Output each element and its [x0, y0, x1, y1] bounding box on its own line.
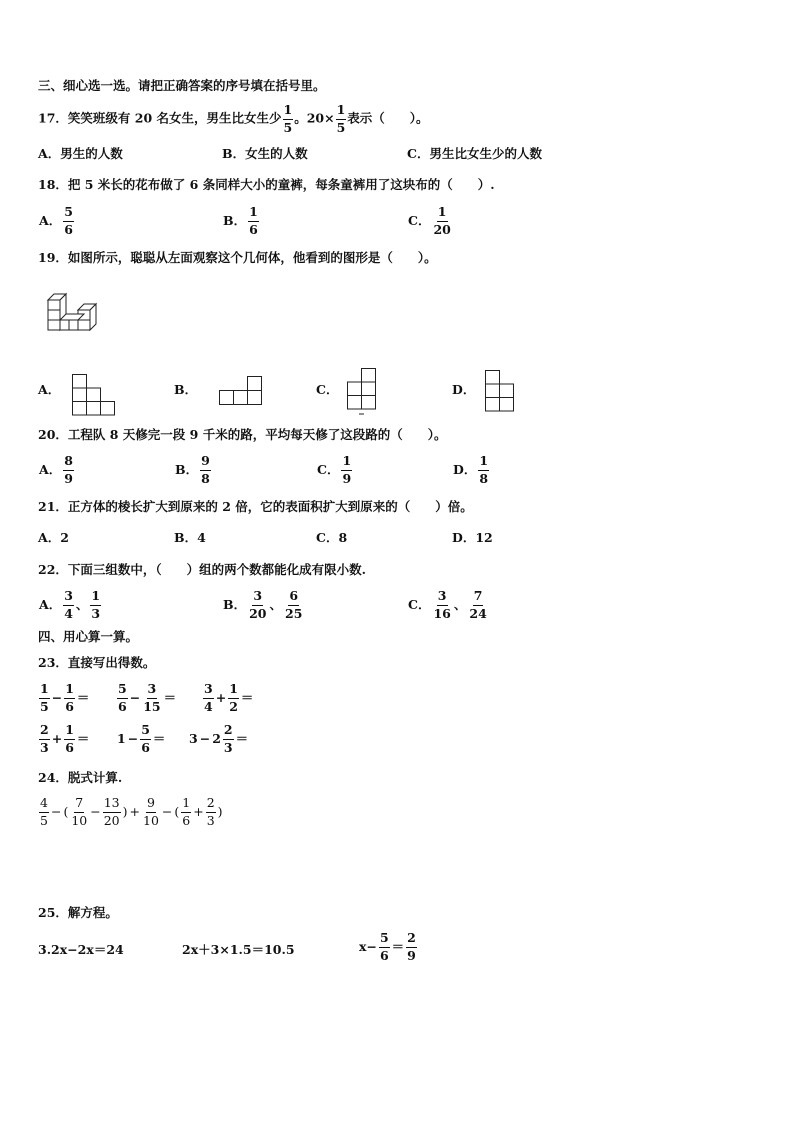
q20-option-d[interactable]: D． $\frac{1}{8}$: [453, 453, 489, 486]
q20-option-b[interactable]: B． $\frac{9}{8}$: [175, 453, 210, 486]
question-25: 25．解方程。: [38, 905, 118, 920]
q22-option-a[interactable]: A． $\frac{3}{4}$ 、 $\frac{1}{3}$: [39, 588, 101, 621]
question-20: 20．工程队 8 天修完一段 9 千米的路，平均每天修了这段路的（ ）。: [38, 427, 447, 442]
q19-option-d-label[interactable]: D．: [452, 382, 476, 397]
q20-option-a[interactable]: A． $\frac{8}{9}$: [39, 453, 73, 486]
q21-option-b[interactable]: B．4: [174, 530, 206, 545]
q23-expression-1: $\frac{1}{5}$ − $\frac{1}{6}$ ＝: [40, 681, 90, 714]
q19-option-c-label[interactable]: C．: [316, 382, 339, 397]
q19-option-c-figure[interactable]: [346, 368, 378, 416]
q24-expression: $\frac{4}{5}$ − ( $\frac{7}{10}$ − $\frac{13}{20}$ ) + $\frac{9}{10}$ − ( $\frac{1}{6}$ + $\frac{2}{3}$ ): [40, 795, 223, 828]
q22-option-b[interactable]: B． $\frac{3}{20}$ 、 $\frac{6}{25}$: [223, 588, 303, 621]
q17-fraction-a: $\frac{1}{5}$: [283, 102, 293, 135]
q17-option-a[interactable]: A．男生的人数: [38, 146, 123, 161]
q23-expression-6: 3 − 2 $\frac{2}{3}$ ＝: [189, 722, 249, 755]
q19-option-a-figure[interactable]: [72, 374, 116, 416]
question-22: 22．下面三组数中，（ ）组的两个数都能化成有限小数.: [38, 562, 366, 577]
q23-expression-4: $\frac{2}{3}$ + $\frac{1}{6}$ ＝: [40, 722, 90, 755]
q21-option-d[interactable]: D．12: [452, 530, 493, 545]
q19-option-b-figure[interactable]: [216, 376, 262, 406]
q17-option-b[interactable]: B．女生的人数: [222, 146, 308, 161]
q19-option-b-label[interactable]: B．: [174, 382, 198, 397]
question-24: 24．脱式计算.: [38, 770, 123, 785]
q21-option-a[interactable]: A．2: [38, 530, 69, 545]
q17-mid: 。20×: [294, 110, 335, 126]
q18-option-b[interactable]: B． $\frac{1}{6}$: [223, 204, 258, 237]
q20-option-c[interactable]: C． $\frac{1}{9}$: [317, 453, 352, 486]
q17-fraction-b: $\frac{1}{5}$: [336, 102, 346, 135]
q18-option-c[interactable]: C． $\frac{1}{20}$: [408, 204, 451, 237]
q23-expression-5: 1 − $\frac{5}{6}$ ＝: [117, 722, 166, 755]
q23-expression-2: $\frac{5}{6}$ − $\frac{3}{15}$ ＝: [118, 681, 177, 714]
q23-expression-3: $\frac{3}{4}$ + $\frac{1}{2}$ ＝: [204, 681, 254, 714]
question-17: [38, 104, 429, 134]
q18-option-a[interactable]: A． $\frac{5}{6}$: [39, 204, 73, 237]
q22-option-c[interactable]: C． $\frac{3}{16}$ 、 $\frac{7}{24}$: [408, 588, 487, 621]
q21-option-c[interactable]: C．8: [316, 530, 348, 545]
q25-equation-2: 2x＋3×1.5＝10.5: [182, 942, 295, 957]
q19-option-d-figure[interactable]: [485, 370, 515, 414]
q25-equation-3: x− $\frac{5}{6}$ ＝ $\frac{2}{9}$: [359, 930, 416, 963]
section-3-heading: 三、细心选一选。请把正确答案的序号填在括号里。: [38, 78, 326, 93]
question-18: 18．把 5 米长的花布做了 6 条同样大小的童裤，每条童裤用了这块布的（ ）.: [38, 177, 495, 192]
question-21: 21．正方体的棱长扩大到原来的 2 倍，它的表面积扩大到原来的（ ）倍。: [38, 499, 473, 514]
q17-option-c[interactable]: C．男生比女生少的人数: [407, 146, 542, 161]
q19-solid-figure: [40, 288, 110, 340]
q25-equation-1: 3.2x−2x＝24: [38, 942, 124, 957]
section-4-heading: 四、用心算一算。: [38, 629, 139, 644]
q19-option-a-label[interactable]: A．: [38, 382, 61, 397]
q17-prefix: 17．笑笑班级有 20 名女生，男生比女生少: [38, 110, 282, 126]
q17-suffix: 表示（ ）。: [347, 110, 429, 126]
question-19: 19．如图所示，聪聪从左面观察这个几何体，他看到的图形是（ ）。: [38, 250, 437, 265]
question-23: 23．直接写出得数。: [38, 655, 156, 670]
